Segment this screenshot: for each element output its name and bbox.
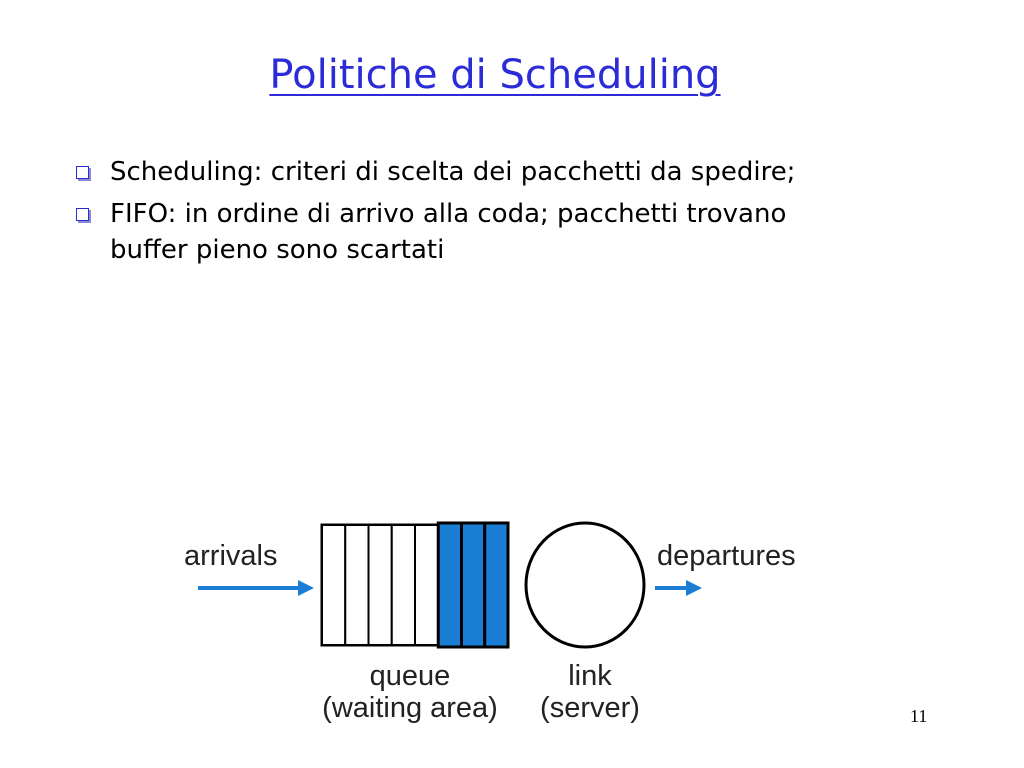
link-label	[525, 660, 655, 724]
departures-label: departures	[657, 540, 796, 572]
fifo-queue-diagram	[170, 510, 830, 750]
empty-buffer-slot	[369, 525, 392, 645]
square-bullet-icon	[76, 166, 89, 179]
link-label-line2: (server)	[540, 692, 640, 724]
queue-label-line2: (waiting area)	[322, 692, 498, 724]
queue-label	[310, 660, 510, 724]
page-number: 11	[910, 706, 928, 726]
bullet-text: FIFO: in ordine di arrivo alla coda; pacchetti trovano buffer pieno sono scartati	[110, 199, 787, 265]
queue-slots	[322, 523, 508, 647]
bullet-list	[68, 154, 868, 274]
queued-packet	[485, 523, 508, 647]
empty-buffer-slot	[322, 525, 345, 645]
slide-title: Politiche di Scheduling	[269, 52, 721, 98]
bullet-item	[68, 196, 868, 268]
queue-label-line1: queue	[369, 660, 451, 692]
queued-packet	[438, 523, 461, 647]
square-bullet-icon	[76, 208, 89, 221]
arrivals-arrow-icon	[198, 580, 314, 596]
link-label-line1: link	[568, 660, 612, 692]
queued-packet	[462, 523, 485, 647]
empty-buffer-slot	[345, 525, 368, 645]
departures-arrow-icon	[655, 580, 702, 596]
bullet-text: Scheduling: criteri di scelta dei pacchetti da spedire;	[110, 157, 796, 187]
server-circle	[526, 523, 644, 647]
empty-buffer-slot	[415, 525, 438, 645]
arrivals-label: arrivals	[184, 540, 278, 572]
empty-buffer-slot	[392, 525, 415, 645]
bullet-item	[68, 154, 868, 190]
